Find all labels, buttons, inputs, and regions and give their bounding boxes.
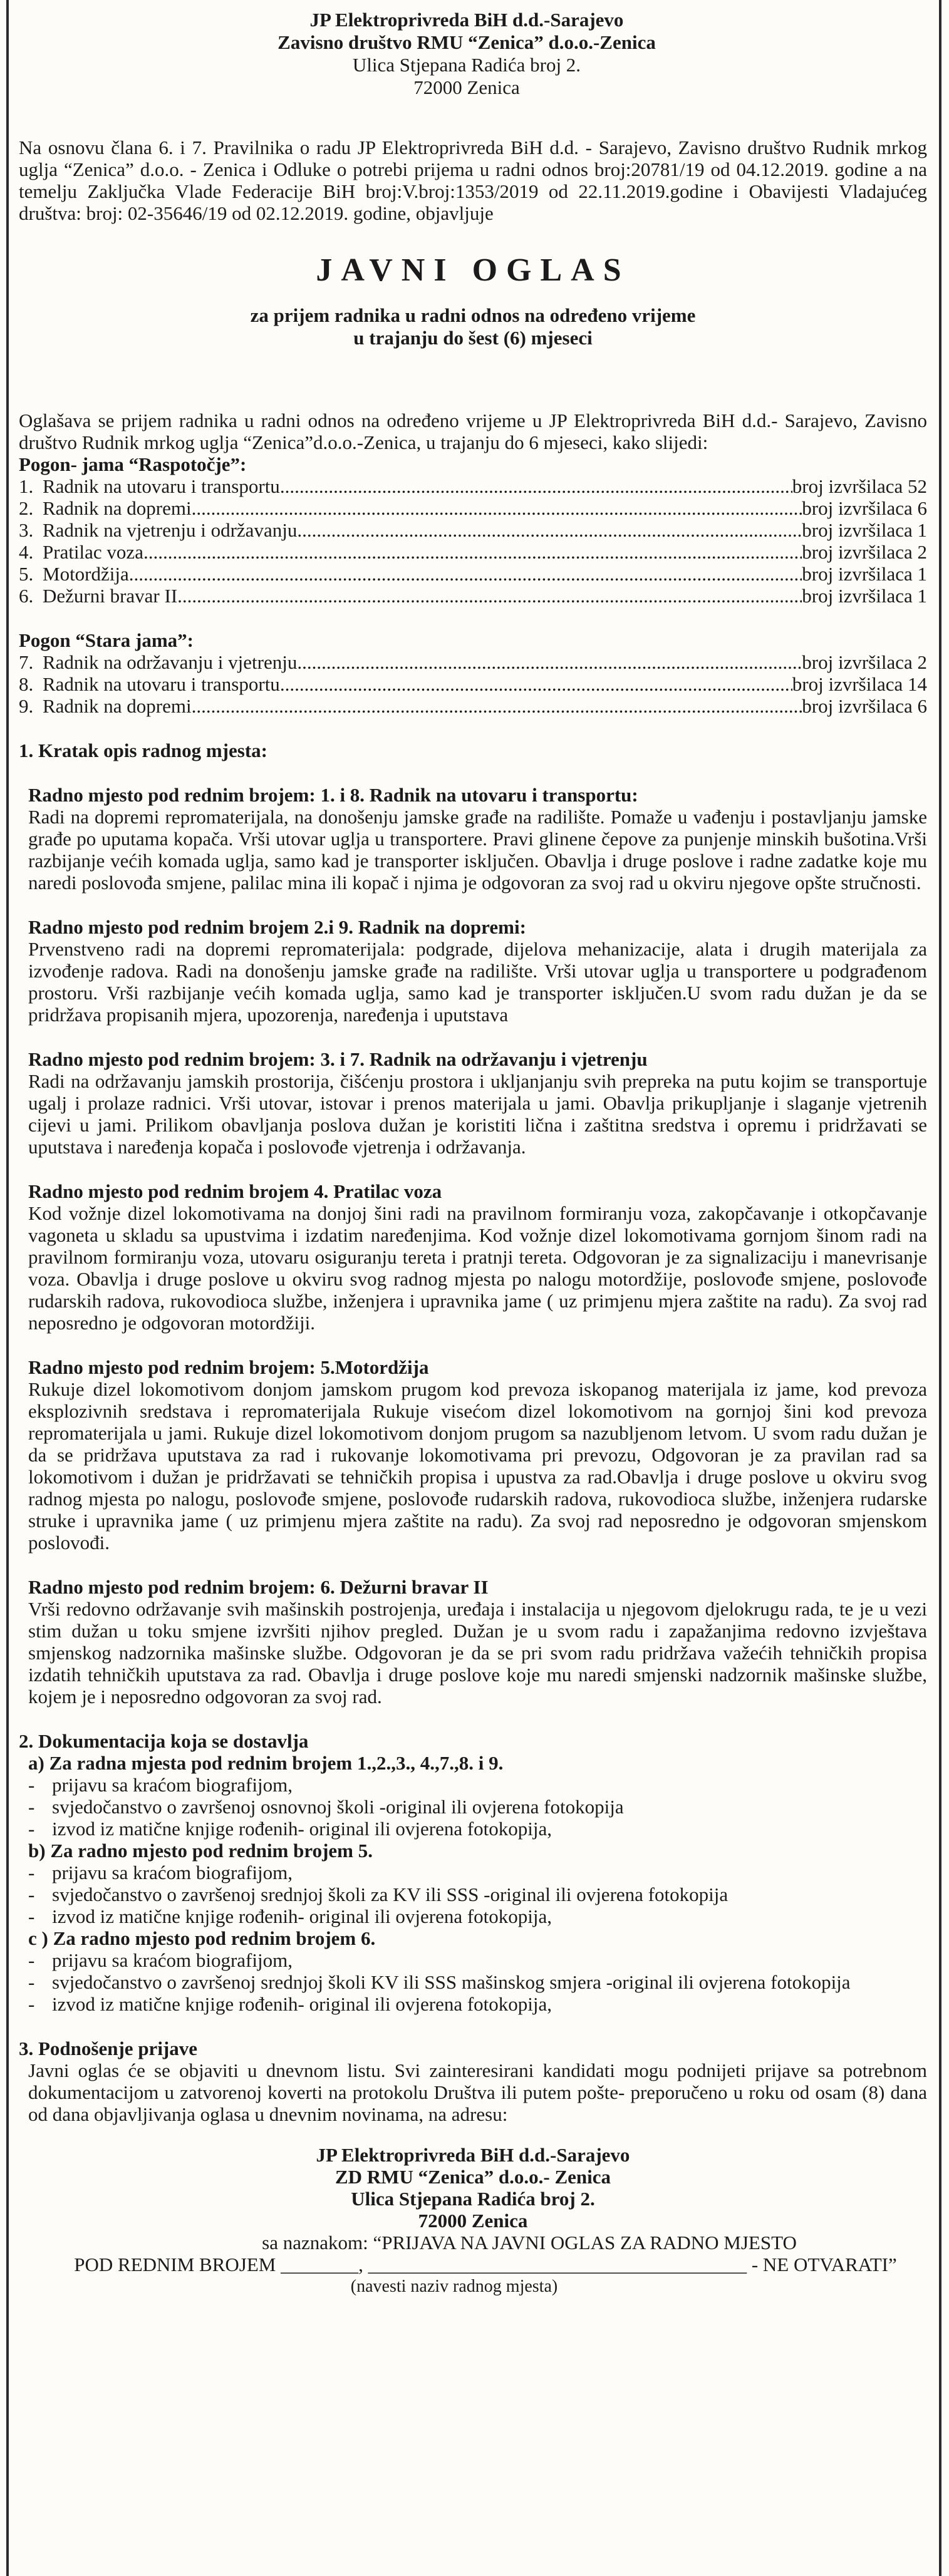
dot-leader bbox=[297, 651, 802, 673]
position-count: broj izvršilaca 14 bbox=[792, 673, 927, 695]
job-description-block bbox=[19, 1180, 927, 1334]
submission-address bbox=[19, 2144, 927, 2254]
dot-leader bbox=[192, 695, 802, 717]
dash-bullet: - bbox=[28, 1883, 35, 1905]
job-description-block bbox=[19, 1576, 927, 1708]
job-heading: Radno mjesto pod rednim brojem 2.i 9. Radnik na dopremi: bbox=[28, 916, 526, 938]
position-count: broj izvršilaca 2 bbox=[802, 541, 927, 563]
position-number: 1. bbox=[19, 475, 34, 497]
position-name: Dežurni bravar II bbox=[43, 585, 178, 607]
lead-paragraph: Oglašava se prijem radnika u radni odnos na određeno vrijeme u JP Elektroprivreda BiH d.d.- Sarajevo, Zavisno društvo Rudnik mrkog uglja “Zenica”d.o.o.-Zenica, u trajanju do 6 mjeseci, kako slijedi: bbox=[19, 410, 927, 453]
job-descriptions bbox=[19, 784, 927, 1708]
dash-bullet: - bbox=[28, 1818, 35, 1840]
dot-leader bbox=[280, 475, 792, 497]
documentation-item-text: izvod iz matične knjige rođenih- original ili ovjerena fotokopija, bbox=[52, 1818, 552, 1840]
envelope-label: sa naznakom: “PRIJAVA NA JAVNI OGLAS ZA RADNO MJESTO bbox=[262, 2232, 797, 2254]
dash-bullet: - bbox=[28, 1796, 35, 1818]
documentation-item-text: prijavu sa kraćom biografijom, bbox=[52, 1774, 293, 1796]
pogon-2-list bbox=[19, 651, 927, 717]
documentation-group-label: b) Za radno mjesto pod rednim brojem 5. bbox=[28, 1840, 373, 1862]
subtitle-line-1: za prijem radnika u radni odnos na određeno vrijeme bbox=[250, 304, 696, 326]
position-number: 6. bbox=[19, 585, 34, 607]
documentation-item-text: svjedočanstvo o završenoj srednjoj školi za KV ili SSS -original ili ovjerena fotokopija bbox=[52, 1883, 729, 1905]
job-heading: Radno mjesto pod rednim brojem: 6. Dežurni bravar II bbox=[28, 1576, 489, 1598]
position-list-item bbox=[19, 497, 927, 519]
documentation-group bbox=[19, 1927, 927, 2015]
job-description-block bbox=[19, 784, 927, 894]
position-number: 2. bbox=[19, 497, 34, 519]
position-name: Motordžija bbox=[43, 563, 129, 585]
address-line-3: Ulica Stjepana Radića broj 2. bbox=[351, 2188, 595, 2210]
ad-title: JAVNI OGLAS bbox=[316, 252, 630, 288]
job-text: Prvenstveno radi na dopremi repromaterijala: podgrade, dijelova mehanizacije, alata i drugih materijala za izvođenje radova. Radi na donošenju jamske građe na radilište. Vrši utovar uglja u transportere u podgrađenom prostoru. Vrši razbijanje većih komada uglja, samo kad je transporter isključen.U svom radu dužan je da se pridržava propisanih mjera, upozorenja, naređenja i uputstava bbox=[28, 938, 927, 1026]
subsidiary-name: Zavisno društvo RMU “Zenica” d.o.o.-Zenica bbox=[277, 31, 656, 53]
subtitle-line-2: u trajanju do šest (6) mjeseci bbox=[353, 327, 593, 349]
company-street: Ulica Stjepana Radića broj 2. bbox=[352, 54, 581, 76]
documentation-item bbox=[19, 1796, 927, 1818]
job-description-block bbox=[19, 1048, 927, 1158]
position-number: 9. bbox=[19, 695, 34, 717]
position-list-item bbox=[19, 585, 927, 607]
position-name: Radnik na utovaru i transportu bbox=[43, 673, 280, 695]
dash-bullet: - bbox=[28, 1949, 35, 1971]
position-list-item bbox=[19, 563, 927, 585]
documentation-group-label: a) Za radna mjesta pod rednim brojem 1.,2.,3., 4.,7.,8. i 9. bbox=[28, 1752, 504, 1774]
documentation-item bbox=[19, 1818, 927, 1840]
section-3-heading: 3. Podnošenje prijave bbox=[19, 2038, 198, 2059]
dash-bullet: - bbox=[28, 1862, 35, 1883]
dash-bullet: - bbox=[28, 1905, 35, 1927]
position-name: Radnik na dopremi bbox=[43, 497, 192, 519]
position-list-item bbox=[19, 695, 927, 717]
documentation-item-text: prijavu sa kraćom biografijom, bbox=[52, 1949, 293, 1971]
job-heading: Radno mjesto pod rednim brojem: 5.Motordžija bbox=[28, 1356, 429, 1378]
dot-leader bbox=[129, 563, 802, 585]
address-line-1: JP Elektroprivreda BiH d.d.-Sarajevo bbox=[316, 2144, 630, 2166]
position-number: 5. bbox=[19, 563, 34, 585]
position-count: broj izvršilaca 6 bbox=[802, 695, 927, 717]
documentation-item-text: izvod iz matične knjige rođenih- original ili ovjerena fotokopija, bbox=[52, 1993, 552, 2015]
job-text: Radi na dopremi repromaterijala, na donošenju jamske građe na radilište. Pomaže u vađenju i postavljanju jamske građe po uputama kopača. Vrši utovar uglja u transportere. Pravi glinene čepove za punjenje minskih bušotina.Vrši razbijanje većih komada uglja, samo kad je transporter isključen. Obavlja i druge poslove i radne zadatke koje mu naredi poslovođa smjene, palilac mina ili kopač i njima je odgovoran za svoj rad u okviru njegove opšte stručnosti. bbox=[28, 806, 927, 894]
documentation-group bbox=[19, 1840, 927, 1927]
position-count: broj izvršilaca 2 bbox=[802, 651, 927, 673]
documentation-item bbox=[19, 1774, 927, 1796]
section-1-heading: 1. Kratak opis radnog mjesta: bbox=[19, 739, 267, 761]
position-number: 8. bbox=[19, 673, 34, 695]
dash-bullet: - bbox=[28, 1993, 35, 2015]
job-heading: Radno mjesto pod rednim brojem: 1. i 8. Radnik na utovaru i transportu: bbox=[28, 784, 638, 806]
pogon-2-label: Pogon “Stara jama”: bbox=[19, 629, 194, 651]
job-text: Vrši redovno održavanje svih mašinskih postrojenja, uređaja i instalacija u njegovom djelokrugu rada, te je u vezi stim dužan u toku smjene izvršiti njihov pregled. Dužan je u svom radu i zapažanjima redovno izvještava smjenskog nadzornika mašinske službe. Odgovoran je da se pri svom radu pridržava važećih tehničkih propisa izdatih tehničkih uputstava za rad. Obavlja i druge poslove koje mu naredi smjenski nadzornik mašinske službe, kojem je i neposredno odgovoran za svoj rad. bbox=[28, 1598, 927, 1708]
dash-bullet: - bbox=[28, 1971, 35, 1993]
position-list-item bbox=[19, 519, 927, 541]
dot-leader bbox=[177, 585, 802, 607]
dot-leader bbox=[297, 519, 802, 541]
job-description-block bbox=[19, 916, 927, 1026]
pogon-1-list bbox=[19, 475, 927, 607]
position-name: Radnik na dopremi bbox=[43, 695, 192, 717]
pogon-1-label: Pogon- jama “Raspotočje”: bbox=[19, 453, 247, 475]
position-name: Radnik na održavanju i vjetrenju bbox=[43, 651, 298, 673]
position-count: broj izvršilaca 1 bbox=[802, 519, 927, 541]
job-text: Kod vožnje dizel lokomotivama na donjoj šini radi na pravilnom formiranju voza, zakopčavanje i otkopčavanje vagoneta u skladu sa upustvima i izdatim naređenjima. Kod vožnje dizel lokomotivama gornjom šinom radi na pravilnom formiranju voza, utovaru osiguranju tereta i pratnji tereta. Odgovoran je za signalizaciju i manevrisanje voza. Obavlja i druge poslove u okviru svog radnog mjesta po nalogu motordžije, poslovođe smjene, poslovođe rudarskih radova, rukovodioca službe, inženjera i upravnika jame ( uz primjenu mjera zaštite na radu). Za svoj rad neposredno je odgovoran motordžiji. bbox=[28, 1202, 927, 1334]
position-list-item bbox=[19, 541, 927, 563]
documentation-item bbox=[19, 1971, 927, 1993]
job-heading: Radno mjesto pod rednim brojem 4. Pratilac voza bbox=[28, 1180, 442, 1202]
position-name: Radnik na vjetrenju i održavanju bbox=[43, 519, 298, 541]
documentation-item bbox=[19, 1862, 927, 1883]
job-description-block bbox=[19, 1356, 927, 1553]
section-2-heading: 2. Dokumentacija koja se dostavlja bbox=[19, 1730, 309, 1752]
position-list-item bbox=[19, 475, 927, 497]
position-count: broj izvršilaca 1 bbox=[802, 585, 927, 607]
position-count: broj izvršilaca 6 bbox=[802, 497, 927, 519]
dot-leader bbox=[143, 541, 802, 563]
position-list-item bbox=[19, 673, 927, 695]
documentation-item-text: svjedočanstvo o završenoj srednjoj školi KV ili SSS mašinskog smjera -original ili ovjerena fotokopija bbox=[52, 1971, 851, 1993]
documentation-group-label: c ) Za radno mjesto pod rednim brojem 6. bbox=[28, 1927, 376, 1949]
envelope-position-line: POD REDNIM BROJEM ________, _______________________________________ - NE OTVARATI” bbox=[74, 2254, 897, 2275]
position-number: 3. bbox=[19, 519, 34, 541]
documentation-item-text: prijavu sa kraćom biografijom, bbox=[52, 1862, 293, 1883]
position-list-item bbox=[19, 651, 927, 673]
legal-intro: Na osnovu člana 6. i 7. Pravilnika o radu JP Elektroprivreda BiH d.d. - Sarajevo, Zavisno društvo Rudnik mrkog uglja “Zenica” d.o.o. - Zenica i Odluke o potrebi prijema u radni odnos broj:20781/19 od 04.12.2019. godine a na temelju Zaključka Vlade Federacije BiH broj:V.broj:1353/2019 od 22.11.2019.godine i Obavijesti Vladajućeg društva: broj: 02-35646/19 od 02.12.2019. godine, objavljuje bbox=[19, 137, 927, 224]
documentation-groups bbox=[19, 1752, 927, 2015]
job-text: Rukuje dizel lokomotivom donjom jamskom prugom kod prevoza iskopanog materijala iz jame, kod prevoza eksplozivnih sredstava i repromaterijala Rukuje visećom dizel lokomotivom na gornjoj šini kod prevoza repromaterijala u jami. Rukuje dizel lokomotivom donjom prugom sa nazubljenom letvom. U svom radu dužan je da se pridržava uputstava za rad i rukovanje lokomotivama pri prevozu, Odgovoran je za pravilan rad sa lokomotivom i dužan je pridržavati se tehničkih propisa i upustva za rad.Obavlja i druge poslove u okviru svog radnog mjesta po nalogu, poslovođe smjene, poslovođe rudarskih radova, rukovodioca službe, inženjera rudarske struke i upravnika jame ( uz primjenu mjera zaštite na radu). Za svoj rad neposredno je odgovoran smjenskom poslovođi. bbox=[28, 1378, 927, 1553]
position-number: 7. bbox=[19, 651, 34, 673]
ad-content bbox=[19, 9, 927, 2297]
position-name: Radnik na utovaru i transportu bbox=[43, 475, 280, 497]
address-line-4: 72000 Zenica bbox=[418, 2210, 528, 2232]
ad-subtitle bbox=[19, 304, 927, 349]
documentation-item-text: izvod iz matične knjige rođenih- original ili ovjerena fotokopija, bbox=[52, 1905, 552, 1927]
submission-text: Javni oglas će se objaviti u dnevnom listu. Svi zainteresirani kandidati mogu podnijeti prijave sa potrebnom dokumentacijom u zatvorenoj koverti na protokolu Društva ili putem pošte- preporučeno u roku od osam (8) dana od dana objavljivanja oglasa u dnevnim novinama, na adresu: bbox=[28, 2059, 927, 2125]
company-city: 72000 Zenica bbox=[413, 76, 520, 98]
position-name: Pratilac voza bbox=[43, 541, 143, 563]
position-count: broj izvršilaca 52 bbox=[792, 475, 927, 497]
documentation-item bbox=[19, 1883, 927, 1905]
documentation-item bbox=[19, 1905, 927, 1927]
dash-bullet: - bbox=[28, 1774, 35, 1796]
company-header bbox=[6, 9, 927, 99]
dot-leader bbox=[192, 497, 802, 519]
envelope-note: (navesti naziv radnog mjesta) bbox=[350, 2277, 558, 2296]
documentation-item-text: svjedočanstvo o završenoj osnovnoj školi -original ili ovjerena fotokopija bbox=[52, 1796, 624, 1818]
position-count: broj izvršilaca 1 bbox=[802, 563, 927, 585]
position-number: 4. bbox=[19, 541, 34, 563]
address-line-2: ZD RMU “Zenica” d.o.o.- Zenica bbox=[334, 2166, 611, 2188]
job-heading: Radno mjesto pod rednim brojem: 3. i 7. Radnik na održavanju i vjetrenju bbox=[28, 1048, 648, 1070]
company-name: JP Elektroprivreda BiH d.d.-Sarajevo bbox=[309, 9, 624, 31]
documentation-item bbox=[19, 1993, 927, 2015]
documentation-item bbox=[19, 1949, 927, 1971]
documentation-group bbox=[19, 1752, 927, 1840]
job-text: Radi na održavanju jamskih prostorija, čišćenju prostora i ukljanjanju svih prepreka na putu kojim se transportuje ugalj i prolaze radnici. Vrši utovar, istovar i prenos materijala u jami. Obavlja prikupljanje i slaganje vjetrenih cijevi u jami. Prilikom obavljanja poslova dužan je koristiti lična i zaštitna sredstva i opremu i pridržavati se uputstava i naređenja kopača i poslovođe vjetrenja i održavanja. bbox=[28, 1070, 927, 1158]
dot-leader bbox=[280, 673, 792, 695]
